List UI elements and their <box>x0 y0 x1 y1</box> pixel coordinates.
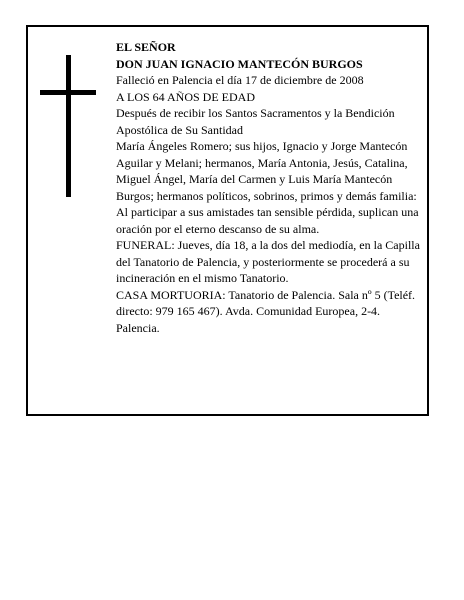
obituary-text <box>116 39 424 336</box>
sacraments-text: Después de recibir los Santos Sacramentos y la Bendición Apostólica de Su Santidad <box>116 106 395 137</box>
mortuary-info: CASA MORTUORIA: Tanatorio de Palencia. Sala nº 5 (Teléf. directo: 979 165 467). Avda. Comunidad Europea, 2-4. Palencia. <box>116 287 416 335</box>
prayer-request: Al participar a sus amistades tan sensible pérdida, suplican una oración por el eterno descanso de su alma. <box>116 205 419 236</box>
funeral-info: FUNERAL: Jueves, día 18, a la dos del mediodía, en la Capilla del Tanatorio de Palencia, y posteriormente se procederá a su incineración en el mismo Tanatorio. <box>116 238 420 285</box>
deceased-name: DON JUAN IGNACIO MANTECÓN BURGOS <box>116 56 363 71</box>
cross-icon <box>40 55 96 197</box>
obituary-title: EL SEÑOR <box>116 40 176 54</box>
obituary-notice <box>26 25 429 416</box>
age-info: A LOS 64 AÑOS DE EDAD <box>116 89 256 104</box>
death-info: Falleció en Palencia el día 17 de diciembre de 2008 <box>116 73 364 87</box>
family-text: María Ángeles Romero; sus hijos, Ignacio y Jorge Mantecón Aguilar y Melani; hermanos, María Antonia, Jesús, Catalina, Miguel Ángel, María del Carmen y Luis María Mantecón Burgos; hermanos políticos, sobrinos, primos y demás familia: <box>116 139 417 203</box>
cross-horizontal-bar <box>40 90 96 95</box>
cross-vertical-bar <box>66 55 71 197</box>
